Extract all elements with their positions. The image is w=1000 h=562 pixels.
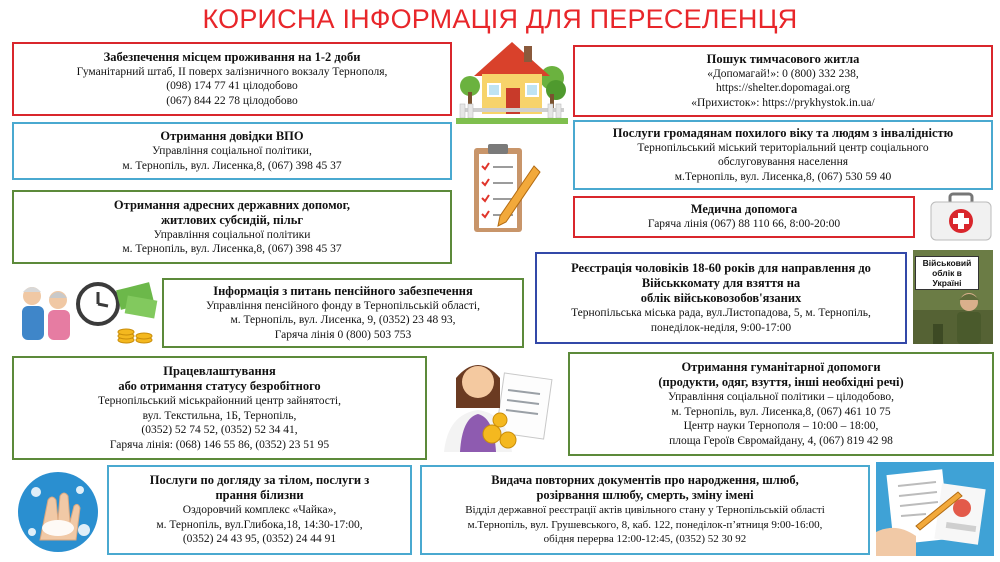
military-heading: Реєстрація чоловіків 18-60 років для направлення до [571, 261, 871, 275]
hygiene-box [107, 465, 412, 555]
temp-housing-line: «Допомагай!»: 0 (800) 332 238, [707, 67, 859, 80]
elderly-line: Тернопільський міський територіальний центр соціального [637, 141, 929, 154]
employment-line: Гаряча лінія: (068) 146 55 86, (0352) 23 51 95 [109, 438, 330, 451]
employment-line: вул. Текстильна, 1Б, Тернопіль, [142, 409, 297, 422]
humanitarian-line: площа Героїв Євромайдану, 4, (067) 819 42 98 [669, 434, 893, 447]
subsidies-line: м. Тернопіль, вул. Лисенка,8, (067) 398 45 37 [122, 243, 342, 255]
elderly-box [573, 120, 993, 190]
temp-housing-line: «Прихисток»: https://prykhystok.in.ua/ [691, 96, 875, 109]
temp-housing-line: https://shelter.dopomagai.org [716, 82, 850, 95]
elderly-line: обслуговування населення [717, 156, 849, 169]
housing-line: (067) 844 22 78 цілодобово [166, 94, 298, 107]
house-icon [456, 38, 568, 124]
military-registration-sign [913, 250, 993, 344]
elderly-heading: Послуги громадянам похилого віку та людям з інвалідністю [612, 125, 954, 140]
hand-washing-icon [14, 470, 102, 554]
subsidies-box [12, 190, 452, 264]
documents-line: м.Тернопіль, вул. Грушевського, 8, каб. 122, понеділок-пʼятниця 9:00-16:00, [467, 518, 823, 531]
humanitarian-line: м. Тернопіль, вул. Лисенка,8, (067) 461 10 75 [671, 405, 891, 418]
hygiene-line: м. Тернопіль, вул.Глибока,18, 14:30-17:00, [156, 518, 363, 531]
documents-heading: розірвання шлюбу, смерть, зміну імені [536, 488, 754, 503]
documents-line: обідня перерва 12:00-12:45, (0352) 52 30 92 [543, 533, 747, 546]
hygiene-heading: прання білизни [215, 488, 304, 503]
medical-heading: Медична допомога [690, 202, 798, 217]
pension-box [162, 278, 524, 348]
first-aid-kit-icon [928, 190, 994, 244]
housing-box [12, 42, 452, 116]
military-sign-line2: облік в Україні [932, 268, 962, 288]
worker-documents-icon [430, 348, 560, 452]
subsidies-line: Управління соціальної політики [153, 228, 311, 241]
humanitarian-box [568, 352, 994, 456]
employment-heading: або отримання статусу безробітного [118, 379, 321, 393]
pension-line: м. Тернопіль, вул. Лисенка, 9, (0352) 23 48 93, [230, 314, 456, 327]
military-box [535, 252, 907, 344]
subsidies-heading: житлових субсидій, пільг [160, 212, 304, 227]
housing-line: (098) 174 77 41 цілодобово [166, 80, 298, 93]
clipboard-checklist-icon [468, 140, 544, 238]
military-heading: облік військовозобов'язаних [640, 291, 802, 305]
pension-elderly-couple-icon [14, 276, 160, 348]
employment-box [12, 356, 427, 460]
humanitarian-line: Центр науки Тернополя – 10:00 – 18:00, [683, 420, 879, 432]
medical-line: Гаряча лінія (067) 88 110 66, 8:00-20:00 [647, 218, 841, 231]
military-heading: Військкомату для взяття на [641, 276, 801, 290]
pension-heading: Інформація з питань пенсійного забезпечення [213, 283, 473, 298]
elderly-line: м.Тернопіль, вул. Лисенка,8, (067) 530 59 40 [674, 170, 892, 183]
pension-line: Управління пенсійного фонду в Тернопільській області, [206, 299, 480, 312]
documents-box [420, 465, 870, 555]
employment-line: (0352) 52 74 52, (0352) 52 34 41, [141, 424, 298, 436]
documents-heading: Видача повторних документів про народження, шлюб, [491, 473, 799, 488]
employment-line: Тернопільський міськрайонний центр зайнятості, [97, 395, 342, 407]
vpo-line: Управління соціальної політики, [152, 145, 312, 157]
temp-housing-box [573, 45, 993, 117]
housing-heading: Забезпечення місцем проживання на 1-2 доби [103, 49, 361, 64]
vpo-heading: Отримання довідки ВПО [160, 129, 304, 143]
vpo-line: м. Тернопіль, вул. Лисенка,8, (067) 398 45 37 [122, 159, 342, 172]
hygiene-heading: Послуги по догляду за тілом, послуги з [149, 473, 370, 488]
military-line: понеділок-неділя, 9:00-17:00 [650, 321, 792, 334]
housing-line: Гуманітарний штаб, ІІ поверх залізничного вокзалу Тернополя, [76, 65, 388, 78]
documents-line: Відділ державної реєстрації актів цивільного стану у Тернопільській області [465, 504, 825, 517]
subsidies-heading: Отримання адресних державних допомог, [113, 197, 351, 212]
military-sign-label [915, 256, 979, 290]
page-title: КОРИСНА ІНФОРМАЦІЯ ДЛЯ ПЕРЕСЕЛЕНЦЯ [202, 4, 798, 34]
hygiene-line: (0352) 24 43 95, (0352) 24 44 91 [182, 533, 337, 546]
humanitarian-heading: (продукти, одяг, взуття, інші необхідні речі) [658, 375, 904, 389]
military-sign-line1: Військовий [922, 258, 972, 268]
humanitarian-heading: Отримання гуманітарної допомоги [681, 360, 881, 374]
vpo-box [12, 122, 452, 180]
pension-line: Гаряча лінія 0 (800) 503 753 [274, 328, 412, 341]
employment-heading: Працевлаштування [163, 364, 276, 378]
paperwork-desk-icon [876, 462, 994, 556]
humanitarian-line: Управління соціальної політики – цілодобово, [668, 391, 894, 403]
hygiene-line: Оздоровчий комплекс «Чайка», [182, 504, 337, 517]
medical-box [573, 196, 915, 238]
military-line: Тернопільська міська рада, вул.Листопадова, 5, м. Тернопіль, [571, 307, 871, 319]
temp-housing-heading: Пошук тимчасового житла [706, 51, 860, 66]
